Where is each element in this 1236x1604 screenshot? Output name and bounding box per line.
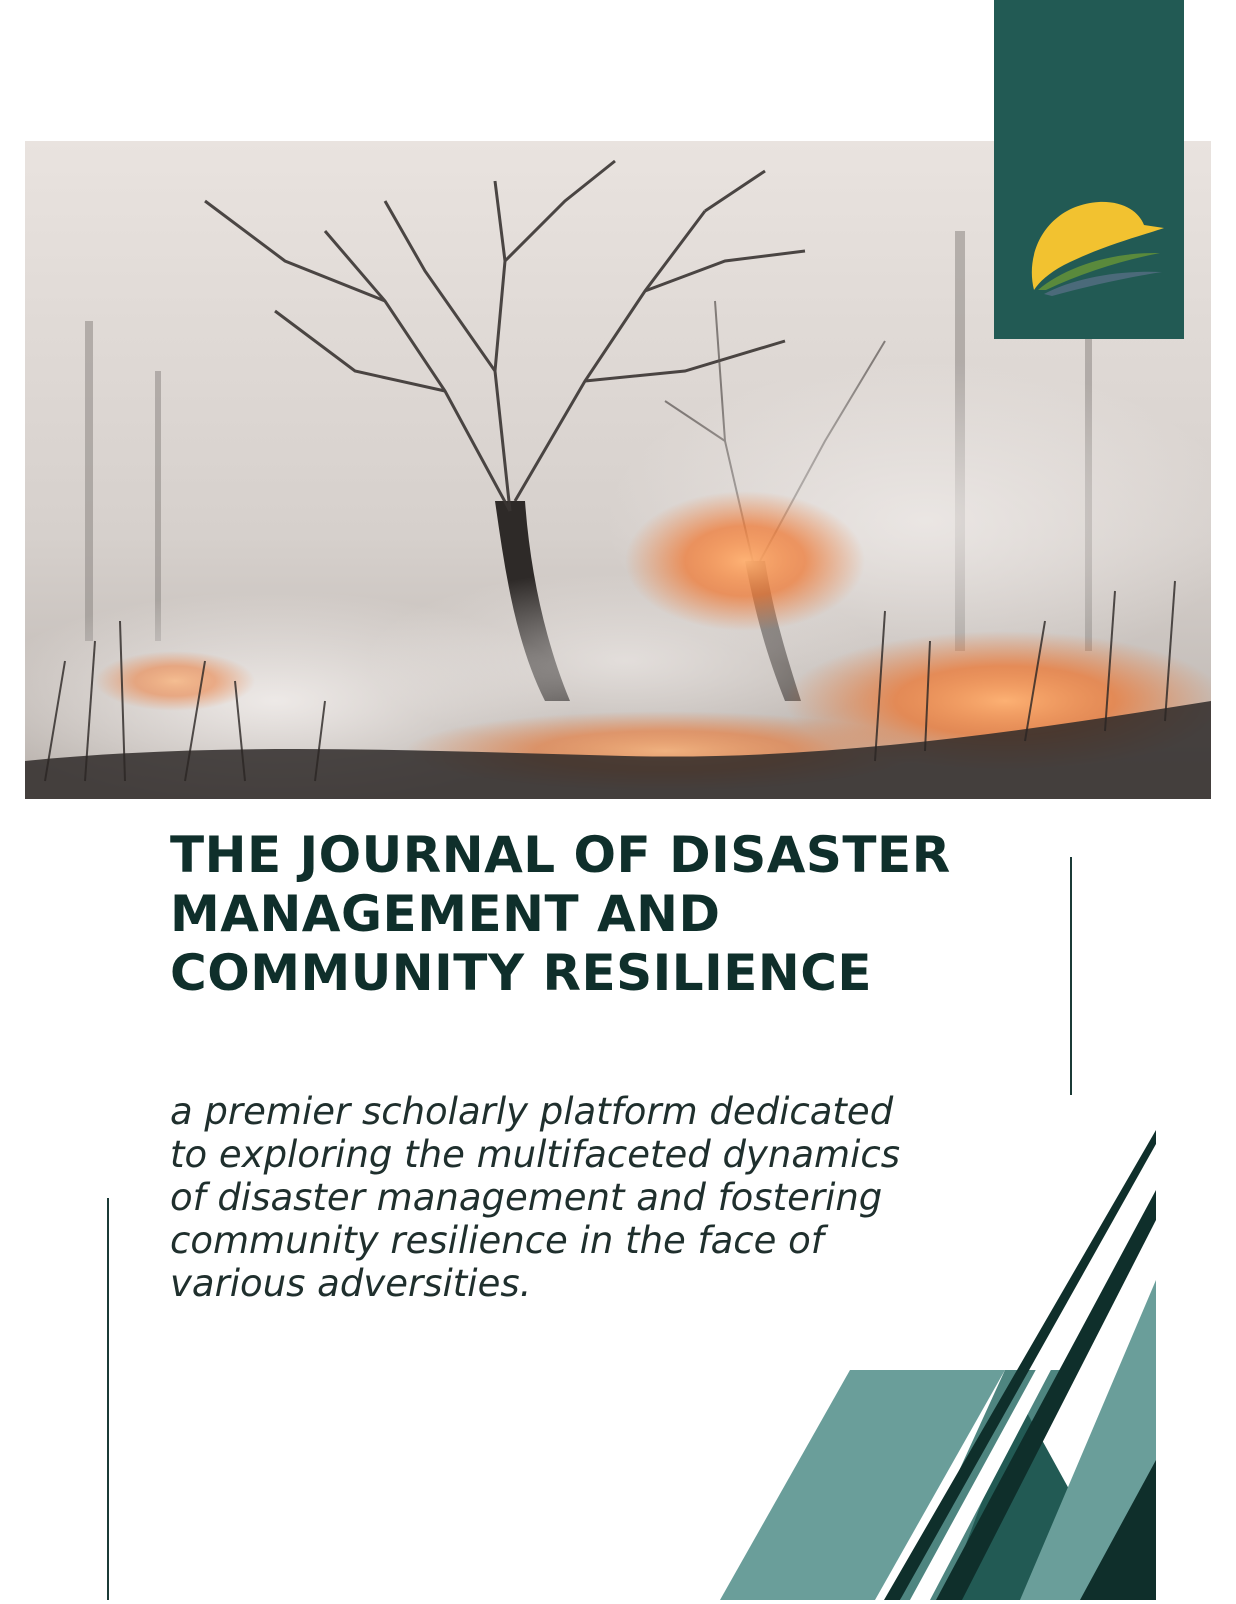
divider-line	[1070, 857, 1072, 1095]
journal-title: THE JOURNAL OF DISASTER MANAGEMENT AND COMMUNITY RESILIENCE	[170, 826, 951, 1002]
corner-decoration	[700, 1130, 1180, 1600]
journal-tagline: a premier scholarly platform dedicated to exploring the multifaceted dynamics of disaster management and fostering community resilience in the face of various adversities.	[170, 1090, 900, 1305]
sun-over-hills-logo-icon	[1024, 190, 1164, 300]
brand-tab	[994, 0, 1184, 339]
divider-line	[107, 1198, 109, 1600]
